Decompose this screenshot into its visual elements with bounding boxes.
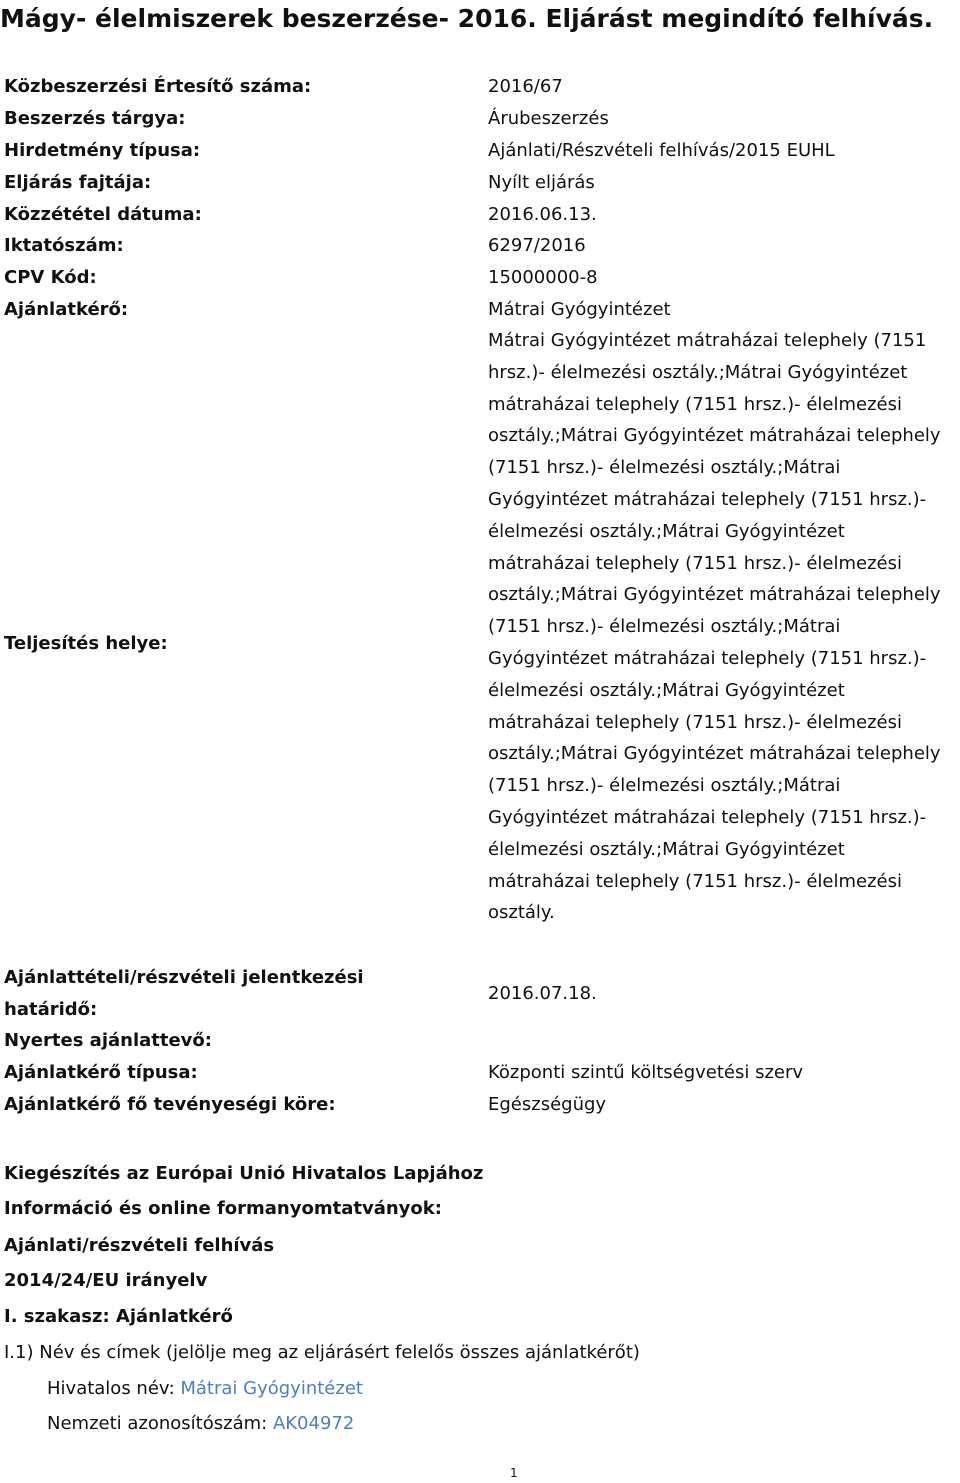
iranyelv-heading: 2014/24/EU irányelv [4,1270,208,1291]
teljesites-label: Teljesítés helye: [4,633,168,654]
tipus-value: Központi szintű költségvetési szerv [488,1062,804,1083]
hivatalos-nev-value: Mátrai Gyógyintézet [180,1378,363,1399]
hirdetmeny-label: Hirdetmény típusa: [4,140,201,161]
felhivas-heading: Ajánlati/részvételi felhívás [4,1235,275,1256]
ertesito-label: Közbeszerzési Értesítő száma: [4,76,312,97]
azonosito-row [47,1408,354,1439]
kozzetetel-label: Közzététel dátuma: [4,204,202,225]
nev-cimek-heading: I.1) Név és címek (jelölje meg az eljárásért felelős összes ajánlatkérőt) [4,1342,640,1363]
kozzetetel-value: 2016.06.13. [488,204,597,225]
iktato-value: 6297/2016 [488,235,586,256]
cpv-label: CPV Kód: [4,267,97,288]
hatarido-value: 2016.07.18. [488,983,597,1004]
teljesites-value: Mátrai Gyógyintézet mátraházai telephely (7151 hrsz.)- élelmezési osztály.;Mátrai Gyógyintézet mátraházai telephely (7151 hrsz.)- élelmezési osztály.;Mátrai Gyógyintézet mátraházai telephely (7151 hrsz.)- élelmezési osztály.;Mátrai Gyógyintézet mátraházai telephely (7151 hrsz.)- élelmezési osztály.;Mátrai Gyógyintézet mátraházai telephely (7151 hrsz.)- élelmezési osztály.;Mátrai Gyógyintézet mátraházai telephely (7151 hrsz.)- élelmezési osztály.;Mátrai Gyógyintézet mátraházai telephely (7151 hrsz.)- élelmezési osztály.;Mátrai Gyógyintézet mátraházai telephely (7151 hrsz.)- élelmezési osztály.;Mátrai Gyógyintézet mátraházai telephely (7151 hrsz.)- élelmezési osztály.;Mátrai Gyógyintézet mátraházai telephely (7151 hrsz.)- élelmezési osztály.;Mátrai Gyógyintézet mátraházai telephely (7151 hrsz.)- élelmezési osztály. [488,330,941,924]
ajanlatkero-value: Mátrai Gyógyintézet [488,299,671,320]
azonosito-label: Nemzeti azonosítószám: [47,1413,268,1434]
hirdetmeny-value: Ajánlati/Részvételi felhívás/2015 EUHL [488,140,835,161]
azonosito-value: AK04972 [272,1413,355,1434]
page-number: 1 [510,1466,518,1480]
nyertes-label: Nyertes ajánlattevő: [4,1030,212,1051]
ajanlatkero-label: Ajánlatkérő: [4,299,129,320]
fajta-value: Nyílt eljárás [488,172,595,193]
hivatalos-nev-label: Hivatalos név: [47,1378,175,1399]
hatarido-label: Ajánlattételi/részvételi jelentkezési határidő: [4,967,364,1020]
ertesito-value: 2016/67 [488,76,563,97]
kore-value: Egészségügy [488,1094,607,1115]
informacio-heading: Információ és online formanyomtatványok: [4,1198,442,1219]
kiegeszites-heading: Kiegészítés az Európai Unió Hivatalos Lapjához [4,1163,484,1184]
iktato-label: Iktatószám: [4,235,124,256]
kore-label: Ajánlatkérő fő tevényeségi köre: [4,1094,336,1115]
fajta-label: Eljárás fajtája: [4,172,152,193]
targy-label: Beszerzés tárgya: [4,108,186,129]
tipus-label: Ajánlatkérő típusa: [4,1062,198,1083]
cpv-value: 15000000-8 [488,267,598,288]
page-title: Mágy- élelmiszerek beszerzése- 2016. Eljárást megindító felhívás. [0,4,934,33]
hivatalos-nev-row [47,1373,363,1404]
szakasz-heading: I. szakasz: Ajánlatkérő [4,1306,233,1327]
targy-value: Árubeszerzés [488,108,609,129]
